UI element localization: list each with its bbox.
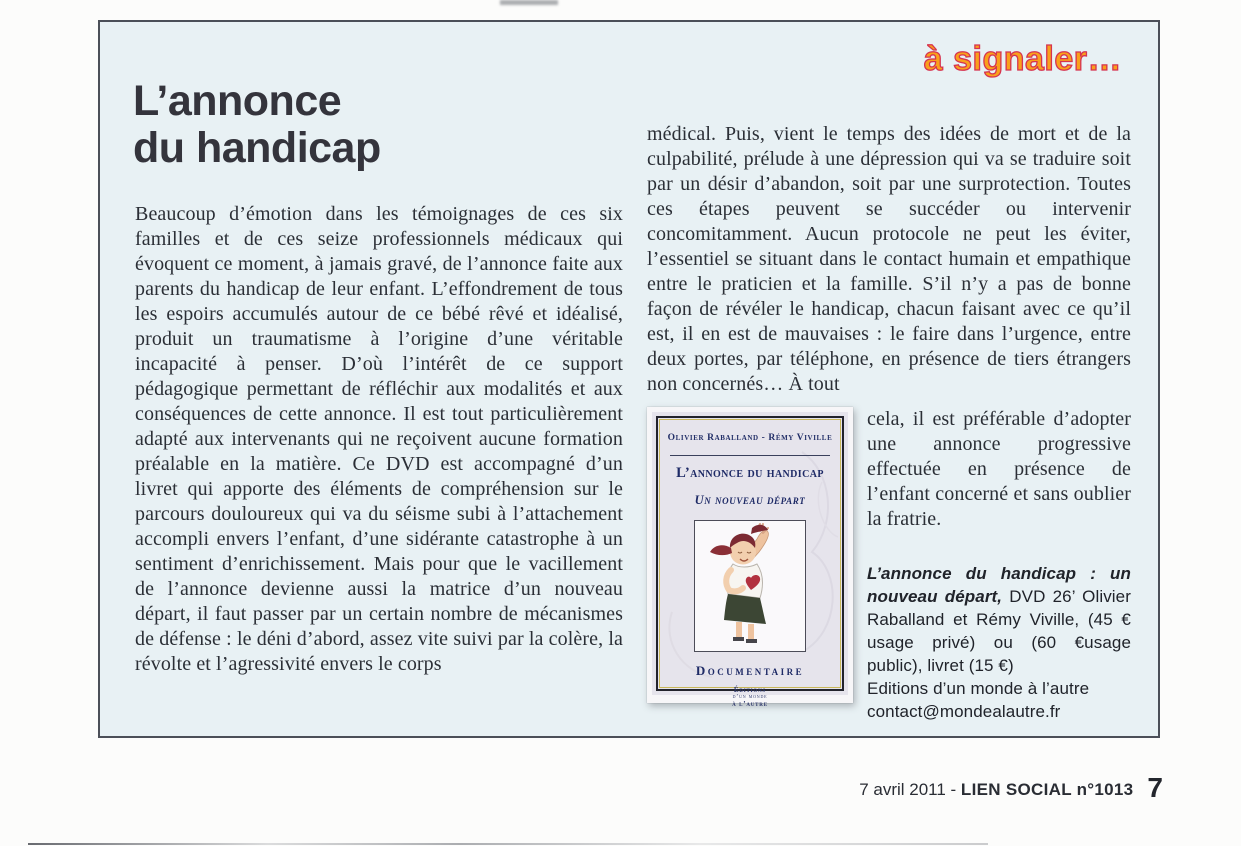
dvd-cover-photo xyxy=(647,407,853,708)
caption-details: DVD 26’ Olivier Raballand et Rémy Viville, (45 € usage privé) ou (60 €usage public), livret (15 €) xyxy=(867,587,1131,675)
article-title-line2: du handicap xyxy=(133,124,381,172)
cover-subtitle: Un nouveau départ xyxy=(694,493,806,507)
right-column-text-wrapped: cela, il est préférable d’adopter une annonce progressive effectuée en présence de l’enfant concerné et sans oublier la fratrie. xyxy=(867,408,1131,530)
article-panel xyxy=(98,20,1160,738)
cover-illustration xyxy=(694,520,806,652)
page-footer xyxy=(0,770,1163,802)
cover-content xyxy=(652,412,848,708)
article-title-line1: L’annonce xyxy=(133,77,342,125)
dvd-cover xyxy=(652,412,848,708)
scan-artifact-top xyxy=(500,0,558,5)
cover-title: L’annonce du handicap xyxy=(676,465,824,481)
publisher-logo-line1: Éditions xyxy=(733,686,767,694)
cover-genre: Documentaire xyxy=(695,663,805,678)
wrap-zone xyxy=(647,397,1131,723)
scan-artifact-bottom xyxy=(28,843,988,845)
publisher-logo-line2: d’un monde xyxy=(732,694,768,700)
footer-page-number: 7 xyxy=(1147,772,1163,803)
cover-authors: Olivier Raballand - Rémy Viville xyxy=(667,433,833,443)
caption-title: L’annonce du handicap : un nouveau départ, xyxy=(867,564,1131,606)
caption-publisher: Editions d’un monde à l’autre xyxy=(867,679,1090,698)
article-title xyxy=(133,78,381,172)
footer-date: 7 avril 2011 - xyxy=(859,780,961,799)
right-column xyxy=(647,122,1131,723)
section-header: à signaler… xyxy=(923,40,1122,78)
caption-email: contact@mondealautre.fr xyxy=(867,702,1061,721)
right-column-text-top: médical. Puis, vient le temps des idées de mort et de la culpabilité, prélude à une dépression qui va se traduire soit par un désir d’abandon, soit par une surprotection. Toutes ces étapes peuvent se succéder ou intervenir concomitamment. Aucun protocole ne peut les éviter, l’essentiel se situant dans le contact humain et empathique entre le praticien et la famille. S’il n’y a pas de bonne façon de révéler le handicap, chacun faisant avec ce qu’il est, il en est de mauvaises : le faire dans l’urgence, entre deux portes, par téléphone, en présence de tiers étrangers non concernés… À tout xyxy=(647,123,1131,395)
girl-illustration xyxy=(695,521,805,651)
footer-magazine-name: LIEN SOCIAL n°1013 xyxy=(960,780,1134,799)
publisher-logo xyxy=(652,687,848,708)
cover-divider xyxy=(670,455,830,456)
left-column-text: Beaucoup d’émotion dans les témoignages de ces six familles et de ces seize professionnels médicaux qui évoquent ce moment, à jamais gravé, de l’annonce faite aux parents du handicap de leur enfant. L’effondrement de tous les espoirs accumulés autour de ce bébé rêvé et idéalisé, produit un traumatisme à l’origine d’une véritable incapacité à penser. D’où l’intérêt de ce support pédagogique permettant de réfléchir aux modalités et aux conséquences de cette annonce. Il est tout particulièrement adapté aux intervenants qui ne reçoivent aucune formation préalable en la matière. Ce DVD est accompagné d’un livret qui apporte des éléments de compréhension sur le parcours douloureux qui va du séisme subi à l’attachement accompli envers l’enfant, d’une sidérante catastrophe à un sentiment d’enrichissement. Mais pour que le vacillement de l’annonce devienne aussi la matrice d’un nouveau départ, il faut passer par un certain nombre de mécanismes de défense : le déni d’abord, assez vite suivi par la colère, la révolte et l’agressivité envers le corps xyxy=(135,203,623,675)
publisher-logo-line3: à l’autre xyxy=(732,700,768,708)
